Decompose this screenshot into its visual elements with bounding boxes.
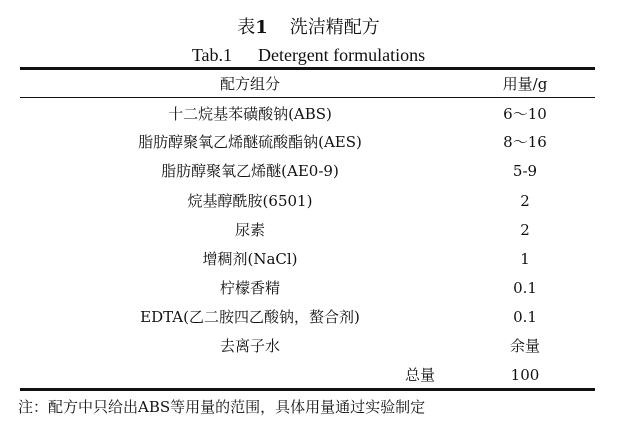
row-amount: 0.1 [513,279,537,297]
table-title-chinese [0,16,617,40]
header-component: 配方组分 [219,75,280,93]
table-title-text: 洗洁精配方 [289,17,380,38]
table-title-label: 表 [237,17,256,38]
row-amount: 5-9 [512,162,538,180]
table-title-en-text: Detergent formulations [258,45,426,65]
header-rule [20,97,595,98]
row-component: 增稠剂(NaCl) [202,250,298,268]
row-amount: 8～16 [503,133,547,151]
row-component: 去离子水 [219,337,280,355]
row-component: 脂肪醇聚氧乙烯醚(AE0-9) [161,162,339,180]
table-bottom-rule [20,388,595,391]
total-amount: 100 [510,366,540,384]
header-amount: 用量/g [502,75,548,93]
row-amount: 1 [520,250,530,268]
row-component: EDTA(乙二胺四乙酸钠，螯合剂) [140,308,360,326]
row-component: 烷基醇酰胺(6501) [187,192,313,210]
row-component: 尿素 [234,221,265,239]
row-amount: 2 [520,192,530,210]
table-note: 注：配方中只给出ABS等用量的范围，具体用量通过实验制定 [18,398,426,416]
row-amount: 6～10 [503,105,547,123]
row-amount: 2 [520,221,530,239]
table-title-english [0,44,617,66]
table-top-rule [20,67,595,70]
row-amount: 0.1 [513,308,537,326]
table-title-number: 1 [255,17,268,38]
row-component: 柠檬香精 [219,279,280,297]
row-component: 脂肪醇聚氧乙烯醚硫酸酯钠(AES) [138,133,362,151]
row-amount: 余量 [509,337,540,355]
total-label: 总量 [404,366,435,384]
table-title-en-label: Tab.1 [191,45,233,65]
row-component: 十二烷基苯磺酸钠(ABS) [168,105,332,123]
